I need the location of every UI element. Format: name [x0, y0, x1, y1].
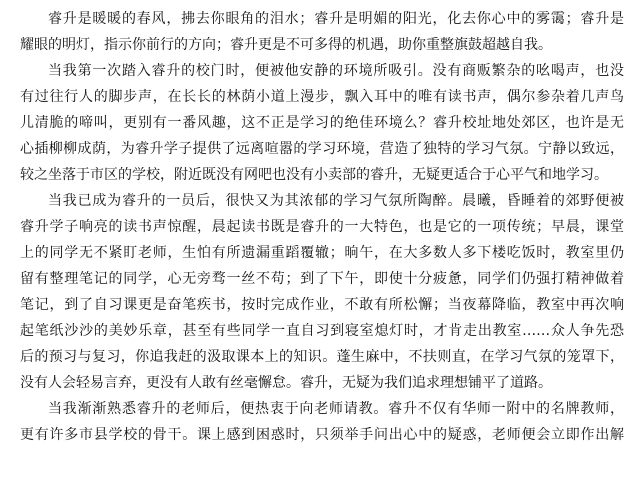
text-line: 当我已成为睿升的一员后，很快又为其浓郁的学习气氛所陶醉。晨曦，昏睡着的郊野便被 [48, 193, 624, 209]
text-line: 心插柳柳成荫，为睿升学子提供了远离喧嚣的学习环境，营造了独特的学习气氛。宁静以致远， [20, 141, 624, 157]
text-line: 没有人会轻易言弃，更没有人敢有丝毫懈怠。睿升，无疑为我们追求理想铺平了道路。 [20, 375, 552, 391]
text-line: 更有许多市县学校的骨干。课上感到困惑时，只须举手问出心中的疑惑，老师便会立即作出解 [20, 427, 624, 443]
text-line: 睿升是暖暖的春风，拂去你眼角的泪水；睿升是明媚的阳光，化去你心中的雾霭；睿升是 [48, 11, 624, 27]
text-line: 较之坐落于市区的学校，附近既没有网吧也没有小卖部的睿升，无疑更适合于心平气和地学习。 [20, 167, 608, 183]
text-line: 上的同学无不紧盯老师，生怕有所遗漏重蹈覆辙；晌午，在大多数人多下楼吃饭时，教室里仍 [20, 245, 624, 261]
text-line: 儿清脆的啼叫，更别有一番风趣，这不正是学习的绝佳环境么？睿升校址地处郊区，也许是无 [20, 115, 624, 131]
text-line: 有过往行人的脚步声，在长长的林荫小道上漫步，飘入耳中的唯有读书声，偶尔参杂着几声鸟 [20, 89, 624, 105]
text-line: 当我第一次踏入睿升的校门时，便被他安静的环境所吸引。没有商贩繁杂的吆喝声，也没 [48, 63, 624, 79]
document-body [20, 6, 624, 448]
text-line: 笔记，到了自习课更是奋笔疾书，按时完成作业，不敢有所松懈；当夜幕降临，教室中再次响 [20, 297, 624, 313]
text-line: 后的预习与复习，你追我赶的汲取课本上的知识。蓬生麻中，不扶则直，在学习气氛的笼罩下， [20, 349, 624, 365]
text-line: 睿升学子响亮的读书声惊醒，晨起读书既是睿升的一大特色，也是它的一项传统；早晨，课堂 [20, 219, 624, 235]
text-line: 留有整理笔记的同学，心无旁骛一丝不苟；到了下午，即使十分疲惫，同学们仍强打精神做着 [20, 271, 624, 287]
text-line: 起笔纸沙沙的美妙乐章，甚至有些同学一直自习到寝室熄灯时，才肯走出教室……众人争先恐 [20, 323, 624, 339]
text-line: 当我渐渐熟悉睿升的老师后，便热衷于向老师请教。睿升不仅有华师一附中的名牌教师， [48, 401, 624, 417]
text-line: 耀眼的明灯，指示你前行的方向；睿升更是不可多得的机遇，助你重整旗鼓超越自我。 [20, 37, 552, 53]
